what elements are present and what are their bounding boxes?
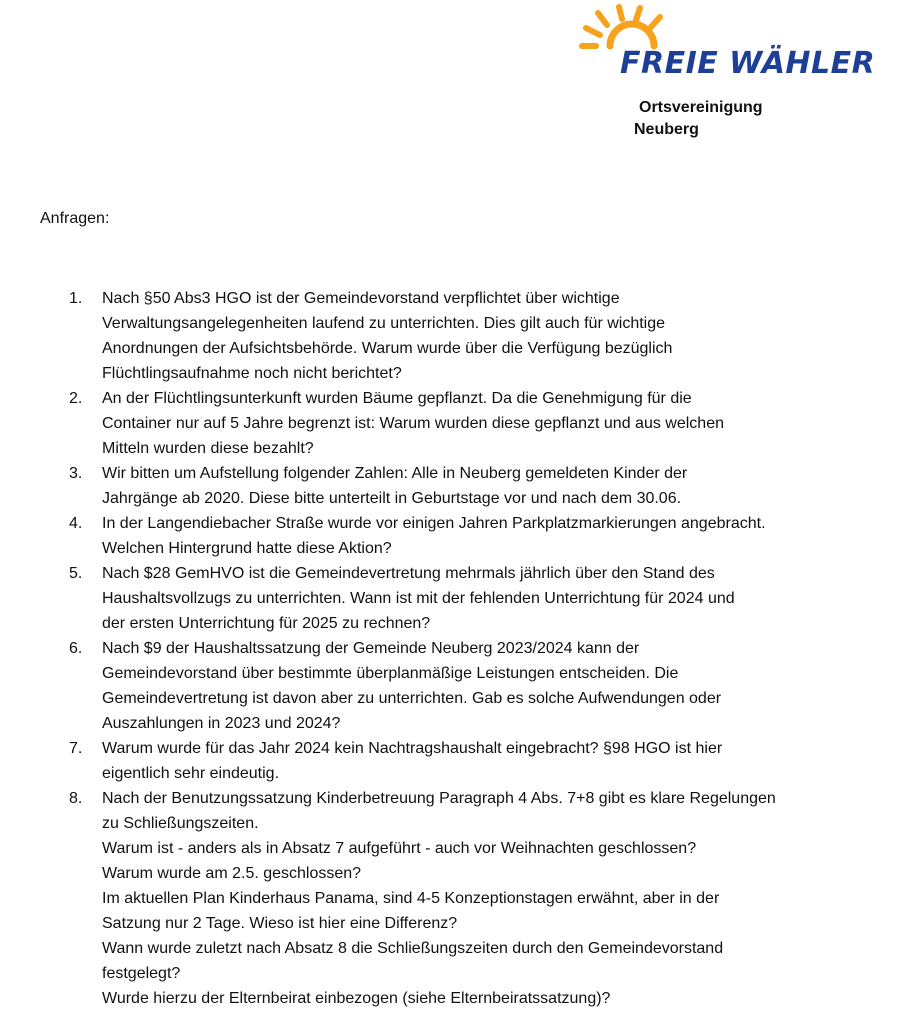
item-line: der ersten Unterrichtung für 2025 zu rechnen? bbox=[102, 615, 431, 632]
item-line: eigentlich sehr eindeutig. bbox=[102, 765, 280, 782]
item-line: Gemeindevorstand über bestimmte überplanmäßige Leistungen entscheiden. Die bbox=[102, 665, 679, 682]
org-line-1: Ortsvereinigung bbox=[639, 99, 763, 116]
item-number: 1. bbox=[69, 290, 83, 307]
item-number: 2. bbox=[69, 390, 83, 407]
logo-wordmark: FREIE WÄHLER bbox=[620, 46, 876, 81]
item-text bbox=[102, 636, 889, 736]
item-text bbox=[102, 511, 889, 561]
list-item bbox=[69, 786, 889, 1011]
item-line: Mitteln wurden diese bezahlt? bbox=[102, 440, 314, 457]
org-name bbox=[634, 97, 763, 141]
item-line: Nach $28 GemHVO ist die Gemeindevertretung mehrmals jährlich über den Stand des bbox=[102, 565, 715, 582]
item-line: festgelegt? bbox=[102, 965, 181, 982]
item-line: Satzung nur 2 Tage. Wieso ist hier eine Differenz? bbox=[102, 915, 458, 932]
list-item bbox=[69, 511, 889, 561]
list-item bbox=[69, 461, 889, 511]
item-number: 3. bbox=[69, 465, 83, 482]
item-line: Nach $9 der Haushaltssatzung der Gemeinde Neuberg 2023/2024 kann der bbox=[102, 640, 640, 657]
item-text bbox=[102, 736, 889, 786]
list-item bbox=[69, 736, 889, 786]
item-line: Wurde hierzu der Elternbeirat einbezogen (siehe Elternbeiratssatzung)? bbox=[102, 990, 611, 1007]
item-line: Flüchtlingsaufnahme noch nicht berichtet? bbox=[102, 365, 402, 382]
item-line: Nach der Benutzungssatzung Kinderbetreuung Paragraph 4 Abs. 7+8 gibt es klare Regelungen bbox=[102, 790, 776, 807]
item-text bbox=[102, 386, 889, 461]
item-line: Nach §50 Abs3 HGO ist der Gemeindevorstand verpflichtet über wichtige bbox=[102, 290, 620, 307]
item-line: Warum ist - anders als in Absatz 7 aufgeführt - auch vor Weihnachten geschlossen? bbox=[102, 840, 697, 857]
item-line: Wir bitten um Aufstellung folgender Zahlen: Alle in Neuberg gemeldeten Kinder der bbox=[102, 465, 688, 482]
list-item bbox=[69, 386, 889, 461]
item-line: Warum wurde für das Jahr 2024 kein Nachtragshaushalt eingebracht? §98 HGO ist hier bbox=[102, 740, 723, 757]
item-text bbox=[102, 461, 889, 511]
item-number: 7. bbox=[69, 740, 83, 757]
heading: Anfragen: bbox=[40, 210, 110, 227]
item-line: Welchen Hintergrund hatte diese Aktion? bbox=[102, 540, 392, 557]
item-number: 5. bbox=[69, 565, 83, 582]
item-number: 8. bbox=[69, 790, 83, 807]
item-line: Jahrgänge ab 2020. Diese bitte unterteilt in Geburtstage vor und nach dem 30.06. bbox=[102, 490, 682, 507]
question-list bbox=[69, 286, 889, 1011]
list-item bbox=[69, 636, 889, 736]
item-line: In der Langendiebacher Straße wurde vor einigen Jahren Parkplatzmarkierungen angebracht. bbox=[102, 515, 766, 532]
item-line: zu Schließungszeiten. bbox=[102, 815, 259, 832]
item-line: Wann wurde zuletzt nach Absatz 8 die Schließungszeiten durch den Gemeindevorstand bbox=[102, 940, 724, 957]
item-line: Haushaltsvollzugs zu unterrichten. Wann ist mit der fehlenden Unterrichtung für 2024 und bbox=[102, 590, 735, 607]
item-number: 6. bbox=[69, 640, 83, 657]
list-item bbox=[69, 561, 889, 636]
item-line: Anordnungen der Aufsichtsbehörde. Warum wurde über die Verfügung bezüglich bbox=[102, 340, 673, 357]
list-item bbox=[69, 286, 889, 386]
item-line: Warum wurde am 2.5. geschlossen? bbox=[102, 865, 362, 882]
freie-waehler-logo bbox=[572, 4, 902, 92]
item-line: An der Flüchtlingsunterkunft wurden Bäume gepflanzt. Da die Genehmigung für die bbox=[102, 390, 692, 407]
item-line: Verwaltungsangelegenheiten laufend zu unterrichten. Dies gilt auch für wichtige bbox=[102, 315, 666, 332]
item-line: Container nur auf 5 Jahre begrenzt ist: Warum wurden diese gepflanzt und aus welchen bbox=[102, 415, 724, 432]
item-number: 4. bbox=[69, 515, 83, 532]
item-line: Im aktuellen Plan Kinderhaus Panama, sind 4-5 Konzeptionstagen erwähnt, aber in der bbox=[102, 890, 720, 907]
item-line: Auszahlungen in 2023 und 2024? bbox=[102, 715, 341, 732]
item-line: Gemeindevertretung ist davon aber zu unterrichten. Gab es solche Aufwendungen oder bbox=[102, 690, 722, 707]
org-line-2: Neuberg bbox=[634, 121, 699, 138]
item-text bbox=[102, 786, 889, 1011]
item-text bbox=[102, 561, 889, 636]
item-text bbox=[102, 286, 889, 386]
